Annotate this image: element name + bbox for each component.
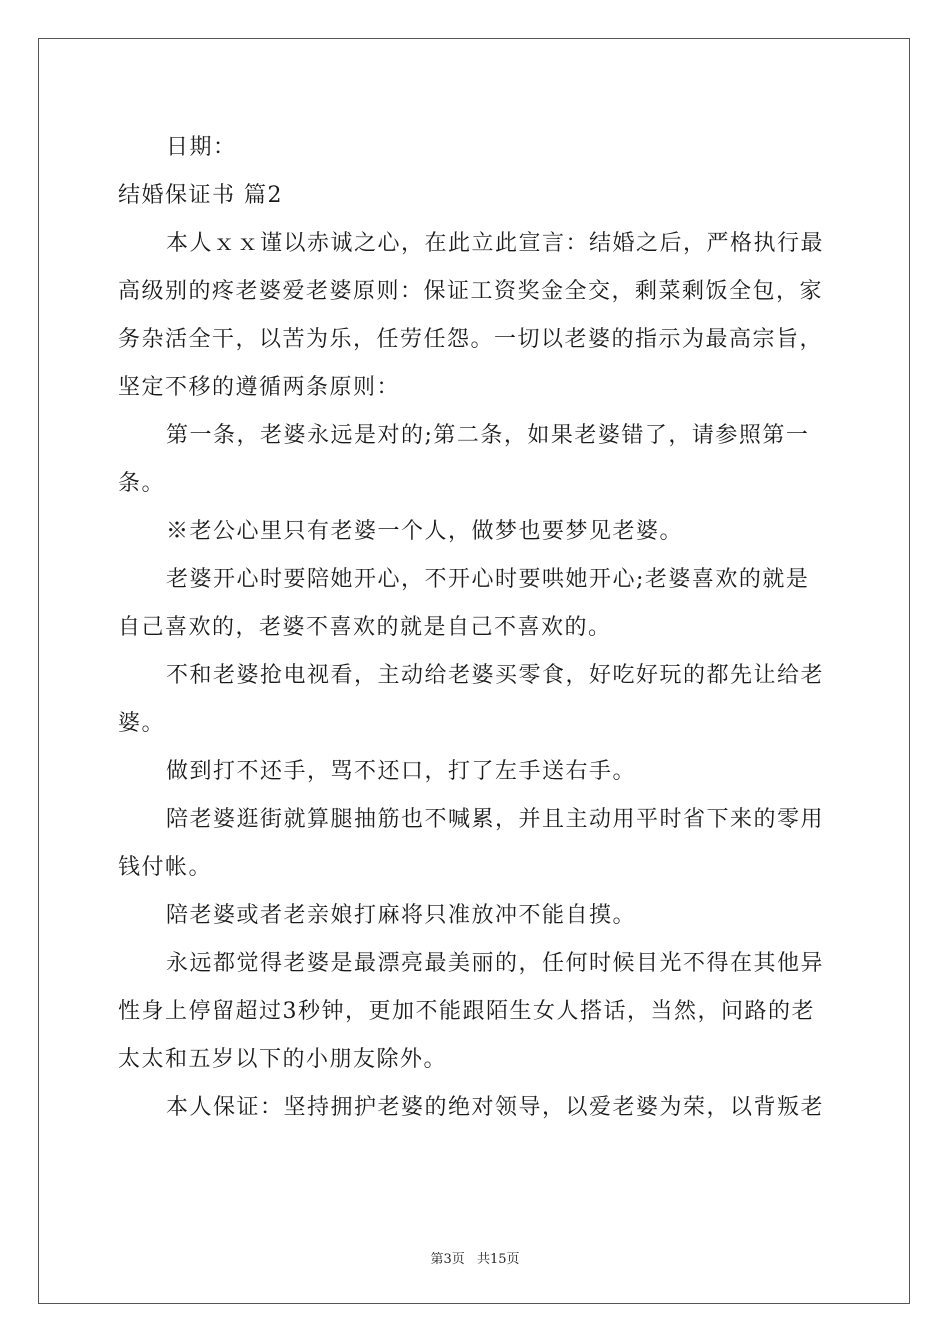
text-line: 太太和五岁以下的小朋友除外。 [118, 1047, 448, 1072]
text-line: ※老公心里只有老婆一个人，做梦也要梦见老婆。 [166, 519, 684, 544]
text-line: 陪老婆或者老亲娘打麻将只准放冲不能自摸。 [166, 903, 637, 928]
text-line: 做到打不还手，骂不还口，打了左手送右手。 [166, 759, 637, 784]
text-line: 条。 [118, 471, 166, 496]
text-line: 老婆开心时要陪她开心，不开心时要哄她开心;老婆喜欢的就是 [166, 567, 810, 592]
text-line: 钱付帐。 [118, 855, 213, 880]
text-line: 本人保证：坚持拥护老婆的绝对领导，以爱老婆为荣，以背叛老 [166, 1095, 825, 1120]
page-number: 第3页 [430, 1252, 465, 1267]
page-total: 共15页 [476, 1252, 520, 1267]
text-line: 不和老婆抢电视看，主动给老婆买零食，好吃好玩的都先让给老 [166, 663, 825, 688]
text-line: 高级别的疼老婆爱老婆原则：保证工资奖金全交，剩菜剩饭全包，家 [118, 279, 824, 304]
text-line: 本人ｘｘ谨以赤诚之心，在此立此宣言：结婚之后，严格执行最 [166, 231, 825, 256]
text-line: 结婚保证书 篇2 [118, 183, 283, 208]
text-line: 坚定不移的遵循两条原则： [118, 375, 401, 400]
text-line: 性身上停留超过3秒钟，更加不能跟陌生女人搭话，当然，问路的老 [118, 999, 815, 1024]
text-line: 婆。 [118, 711, 166, 736]
text-line: 永远都觉得老婆是最漂亮最美丽的，任何时候目光不得在其他异 [166, 951, 825, 976]
page-footer [0, 1248, 950, 1267]
text-line: 日期： [166, 135, 237, 160]
document-body [118, 124, 834, 1132]
text-line: 第一条，老婆永远是对的;第二条，如果老婆错了，请参照第一 [166, 423, 810, 448]
text-line: 务杂活全干，以苦为乐，任劳任怨。一切以老婆的指示为最高宗旨， [118, 327, 824, 352]
text-line: 自己喜欢的，老婆不喜欢的就是自己不喜欢的。 [118, 615, 612, 640]
text-line: 陪老婆逛街就算腿抽筋也不喊累，并且主动用平时省下来的零用 [166, 807, 825, 832]
